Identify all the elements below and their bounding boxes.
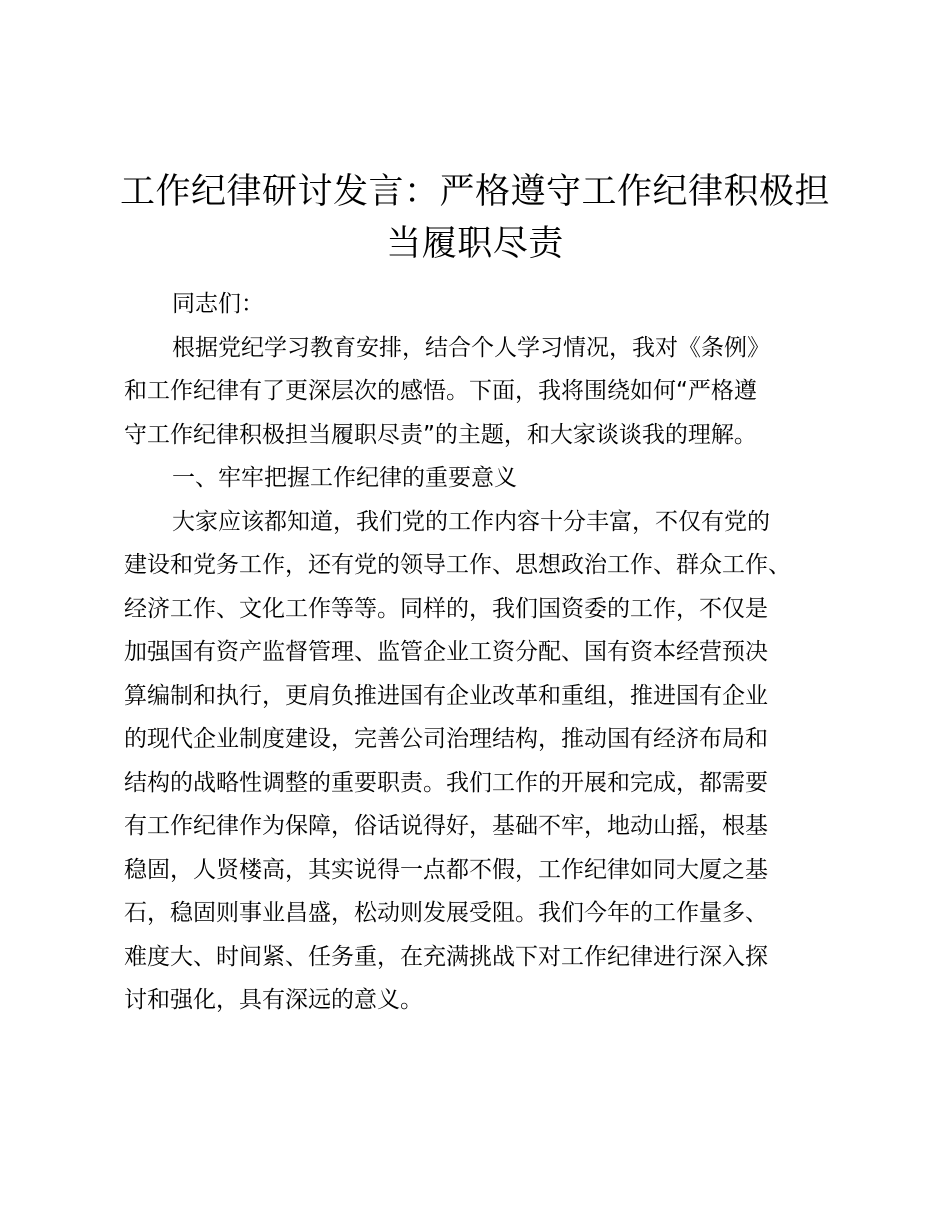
- document-title: [90, 166, 860, 270]
- section-heading: [124, 457, 824, 501]
- paragraph-line: 经济工作、文化工作等等。同样的，我们国资委的工作，不仅是: [124, 595, 768, 622]
- paragraph-line: 建设和党务工作，还有党的领导工作、思想政治工作、群众工作、: [124, 552, 791, 578]
- title-line: 当履职尽责: [386, 224, 564, 264]
- paragraph-line: 讨和强化，具有深远的意义。: [124, 987, 423, 1013]
- paragraph-line: 守工作纪律积极担当履职尽责”的主题，和大家谈谈我的理解。: [124, 421, 757, 448]
- paragraph-line: 算编制和执行，更肩负推进国有企业改革和重组，推进国有企业: [124, 682, 768, 709]
- paragraph-line: 稳固，人贤楼高，其实说得一点都不假，工作纪律如同大厦之基: [124, 856, 768, 883]
- document-body: [124, 283, 824, 1023]
- paragraph-line: 石，稳固则事业昌盛，松动则发展受阻。我们今年的工作量多、: [124, 900, 768, 926]
- paragraph-line: 难度大、时间紧、任务重，在充满挑战下对工作纪律进行深入探: [124, 943, 768, 970]
- salutation-paragraph: [124, 283, 824, 327]
- salutation: 同志们：: [172, 291, 264, 317]
- paragraph-line: 的现代企业制度建设，完善公司治理结构，推动国有经济布局和: [124, 726, 768, 752]
- paragraph-line: 结构的战略性调整的重要职责。我们工作的开展和完成，都需要: [124, 769, 768, 796]
- paragraph-line: 大家应该都知道，我们党的工作内容十分丰富，不仅有党的: [172, 508, 770, 535]
- intro-paragraph: [124, 327, 824, 458]
- paragraph-line: 加强国有资产监督管理、监管企业工资分配、国有资本经营预决: [124, 639, 768, 665]
- paragraph-line: 根据党纪学习教育安排，结合个人学习情况，我对《条例》: [172, 334, 770, 361]
- paragraph-line: 有工作纪律作为保障，俗话说得好，基础不牢，地动山摇，根基: [124, 813, 768, 839]
- paragraph-line: 和工作纪律有了更深层次的感悟。下面，我将围绕如何“严格遵: [124, 378, 757, 404]
- title-line: 工作纪律研讨发言：严格遵守工作纪律积极担: [119, 172, 830, 212]
- section-heading-text: 一、牢牢把握工作纪律的重要意义: [172, 465, 517, 491]
- section-body-paragraph: [124, 501, 824, 1023]
